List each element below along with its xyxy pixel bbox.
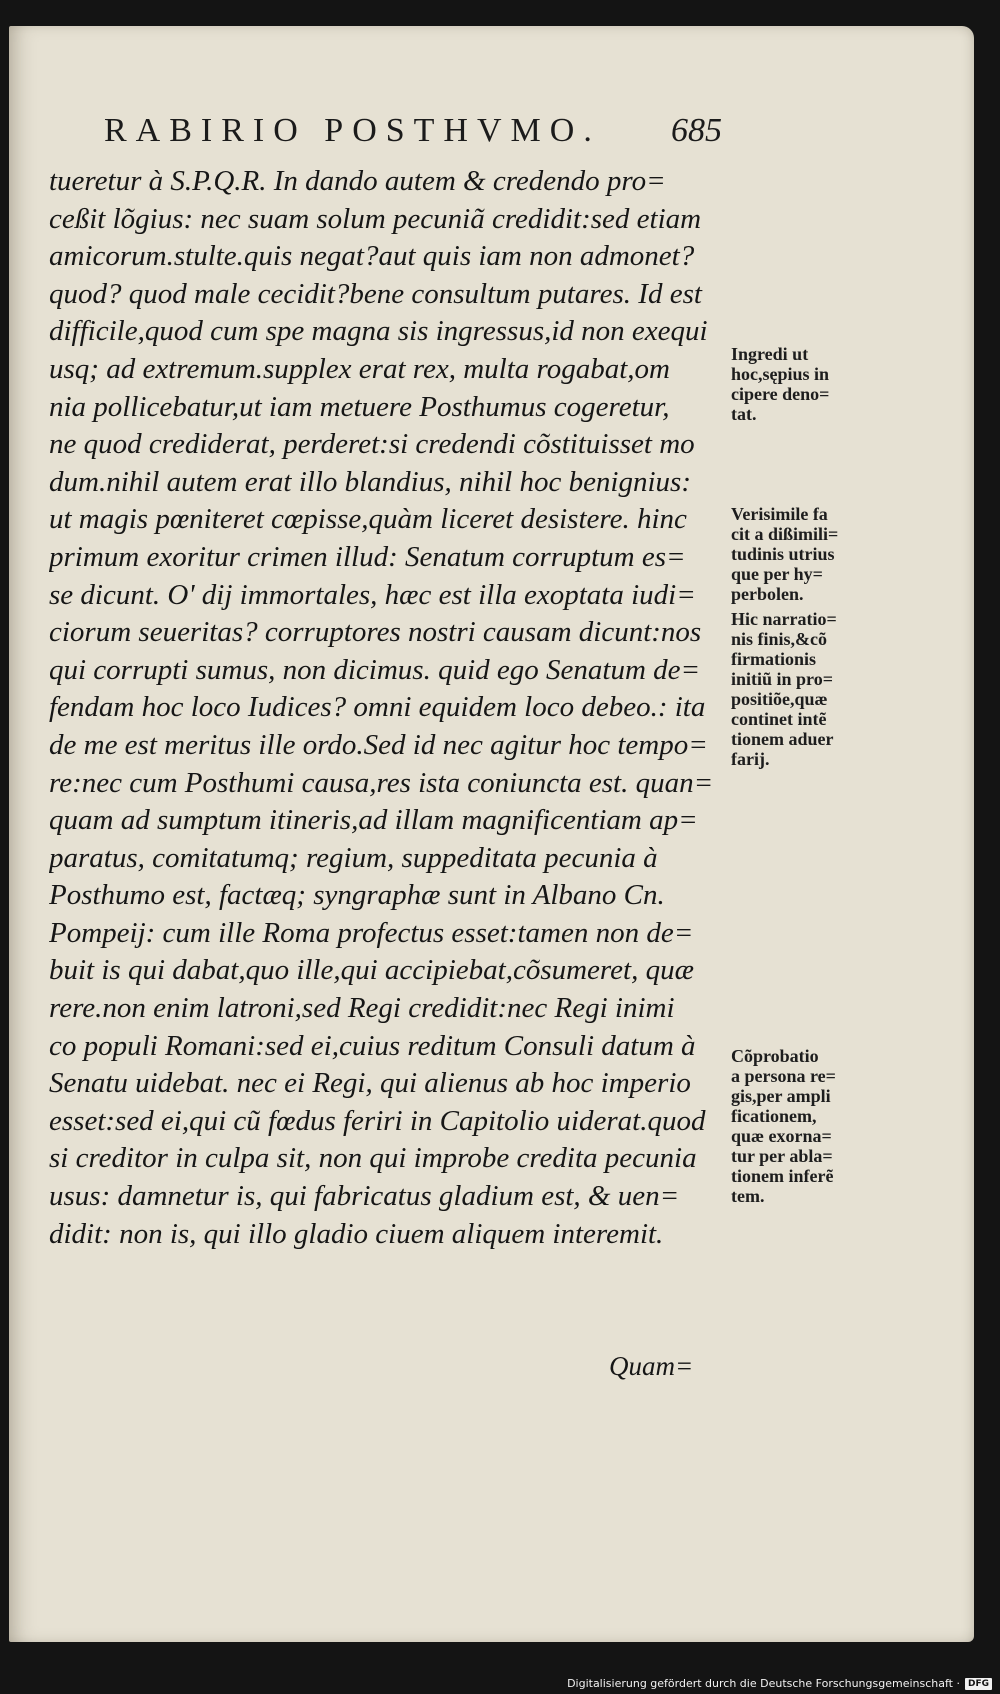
book-page: [9, 26, 974, 1642]
text-line: buit is qui dabat,quo ille,qui accipiebat,cõsumeret, quæ: [49, 954, 694, 987]
margin-note-line: Cõprobatio: [731, 1046, 819, 1066]
text-line: ceßit lõgius: nec suam solum pecuniã credidit:sed etiam: [49, 202, 702, 235]
margin-note-line: tur per abla=: [731, 1146, 833, 1166]
dfg-logo: DFG: [965, 1678, 992, 1690]
text-line: co populi Romani:sed ei,cuius reditum Consuli datum à: [49, 1029, 696, 1062]
text-line: nia pollicebatur,ut iam metuere Posthumus cogeretur,: [49, 390, 670, 423]
margin-note-line: quæ exorna=: [731, 1126, 832, 1146]
margin-note-4: [731, 1046, 881, 1206]
text-line: de me est meritus ille ordo.Sed id nec agitur hoc tempo=: [49, 728, 708, 761]
page-number: 685: [671, 112, 722, 149]
text-line: Senatu uidebat. nec ei Regi, qui alienus ab hoc imperio: [49, 1067, 691, 1100]
text-line: amicorum.stulte.quis negat?aut quis iam non admonet?: [49, 240, 695, 273]
margin-note-3: [731, 609, 881, 769]
margin-note-line: hoc,sępius in: [731, 364, 830, 384]
margin-note-line: Hic narratio=: [731, 609, 837, 629]
margin-note-line: continet intẽ: [731, 709, 827, 729]
margin-note-line: tionem inferẽ: [731, 1166, 834, 1186]
margin-note-line: cipere deno=: [731, 384, 830, 404]
text-line: ciorum seueritas? corruptores nostri causam dicunt:nos: [49, 616, 702, 649]
text-line: se dicunt. O' dij immortales, hæc est illa exoptata iudi=: [49, 578, 696, 611]
main-text: [49, 163, 734, 1253]
margin-note-line: a persona re=: [731, 1066, 836, 1086]
text-line: paratus, comitatumq; regium, suppeditata pecunia à: [49, 841, 658, 874]
text-line: Posthumo est, factæq; syngraphæ sunt in Albano Cn.: [49, 879, 665, 912]
credit-text: Digitalisierung gefördert durch die Deutsche Forschungsgemeinschaft ·: [567, 1677, 960, 1690]
text-line: ut magis pœniteret cœpisse,quàm liceret desistere. hinc: [49, 503, 687, 536]
margin-note-line: ficationem,: [731, 1106, 817, 1126]
text-line: fendam hoc loco Iudices? omni equidem loco debeo.: ita: [49, 691, 706, 724]
text-line: quam ad sumptum itineris,ad illam magnificentiam ap=: [49, 804, 698, 837]
text-line: ne quod crediderat, perderet:si credendi cõstituisset mo: [49, 428, 695, 461]
margin-note-line: gis,per ampli: [731, 1086, 831, 1106]
text-line: quod? quod male cecidit?bene consultum putares. Id est: [49, 277, 702, 310]
margin-note-line: tionem aduer: [731, 729, 834, 749]
catchword: Quam=: [609, 1351, 694, 1381]
margin-note-line: nis finis,&cõ: [731, 629, 828, 649]
text-line: re:nec cum Posthumi causa,res ista coniuncta est. quan=: [49, 766, 714, 799]
text-line: difficile,quod cum spe magna sis ingressus,id non exequi: [49, 315, 708, 348]
text-line: esset:sed ei,qui cũ fœdus feriri in Capitolio uiderat.quod: [49, 1104, 706, 1137]
margin-note-line: tat.: [731, 404, 757, 424]
margin-note-line: tudinis utrius: [731, 544, 835, 564]
text-line: didit: non is, qui illo gladio ciuem aliquem interemit.: [49, 1217, 664, 1250]
text-line: rere.non enim latroni,sed Regi credidit:nec Regi inimi: [49, 992, 675, 1025]
margin-note-line: positiõe,quæ: [731, 689, 828, 709]
text-line: Pompeij: cum ille Roma profectus esset:tamen non de=: [49, 916, 694, 949]
margin-note-2: [731, 504, 881, 604]
margin-note-line: cit a dißimili=: [731, 524, 839, 544]
text-line: primum exoritur crimen illud: Senatum corruptum es=: [49, 540, 686, 573]
margin-note-1: [731, 344, 881, 424]
margin-note-line: perbolen.: [731, 584, 804, 604]
running-title: RABIRIO POSTHVMO.: [104, 112, 601, 149]
text-line: usq; ad extremum.supplex erat rex, multa rogabat,om: [49, 352, 670, 385]
margin-note-line: Verisimile fa: [731, 504, 828, 524]
text-line: dum.nihil autem erat illo blandius, nihil hoc benignius:: [49, 465, 691, 498]
margin-note-line: tem.: [731, 1186, 765, 1206]
text-line: qui corrupti sumus, non dicimus. quid ego Senatum de=: [49, 653, 701, 686]
text-line: usus: damnetur is, qui fabricatus gladium est, & uen=: [49, 1180, 680, 1213]
margin-note-line: farij.: [731, 749, 770, 769]
margin-note-line: initiũ in pro=: [731, 669, 833, 689]
margin-note-line: firmationis: [731, 649, 816, 669]
margin-note-line: que per hy=: [731, 564, 823, 584]
digitization-credit: [567, 1677, 992, 1690]
margin-note-line: Ingredi ut: [731, 344, 809, 364]
text-line: tueretur à S.P.Q.R. In dando autem & credendo pro=: [49, 165, 666, 197]
text-line: si creditor in culpa sit, non qui improbe credita pecunia: [49, 1142, 697, 1175]
